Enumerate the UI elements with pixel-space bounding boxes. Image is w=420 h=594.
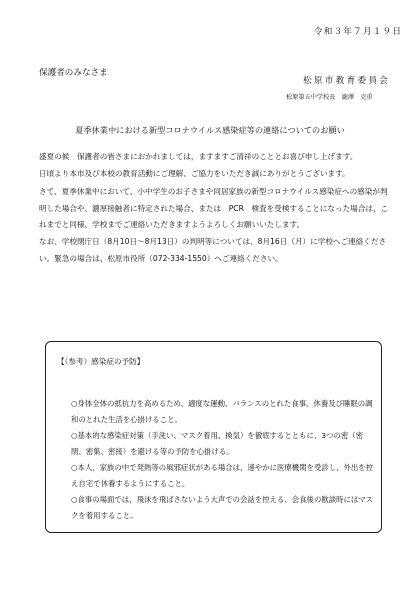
body-paragraph-closure-days: なお、学校閉庁日（8月10日～8月13日）の判明等については、8月16日（月）に学校へご連絡ください。緊急の場合は、松原市役所（072-334-1550）へご連絡ください。 bbox=[39, 237, 387, 263]
notice-item: ○本人、家族の中で発熱等の風邪症状がある場合は、速やかに医療機関を受診し、外出を控え自宅で休養するようにすること。 bbox=[71, 463, 374, 489]
letter-date: 令和３年７月１９日 bbox=[314, 27, 403, 37]
notice-heading: 【（参考）感染症の予防】 bbox=[57, 357, 145, 366]
notice-item: ○基本的な感染症対策（手洗い、マスク着用、換気）を徹底するとともに、3つの密（密閉、密集、密接）を避ける等の予防を心掛ける。 bbox=[71, 431, 363, 457]
signer: 松原第五中学校長 瀧澤 克重 bbox=[286, 94, 373, 101]
prevention-notice-box bbox=[45, 341, 382, 533]
body-paragraph-request: さて、夏季休業中において、小中学生のお子さまや同居家族の新型コロナウイルス感染症への感染が判明した場合や、濃厚接触者に特定された場合、または PCR 検査を受検することになった場合は，これまでと同様、学校までご連絡いただきますようよろしくお願いいたします。 bbox=[39, 187, 389, 229]
issuing-organization: 松原市教育委員会 bbox=[303, 76, 391, 86]
letter-title: 夏季休業中における新型コロナウイルス感染症等の連絡についてのお願い bbox=[75, 125, 345, 135]
notice-item: ○食事の場面では，飛沫を飛ばさないよう大声での会話を控える、会食後の歓談時にはマスクを着用すること。 bbox=[71, 495, 374, 521]
notice-item: ○身体全体の抵抗力を高めるため、適度な運動、バランスのとれた食事、休養及び睡眠の調和のとれた生活を心掛けること。 bbox=[71, 399, 373, 425]
body-paragraph-greeting: 盛夏の候 保護者の皆さまにおかれましては，ますますご清祥のこととお喜び申し上げます。 bbox=[39, 152, 358, 161]
body-paragraph-thanks: 日頃より本市及び本校の教育活動にご理解、ご協力をいただき誠にありがとうございます。 bbox=[39, 169, 350, 178]
recipient: 保護者のみなさま bbox=[39, 68, 108, 78]
